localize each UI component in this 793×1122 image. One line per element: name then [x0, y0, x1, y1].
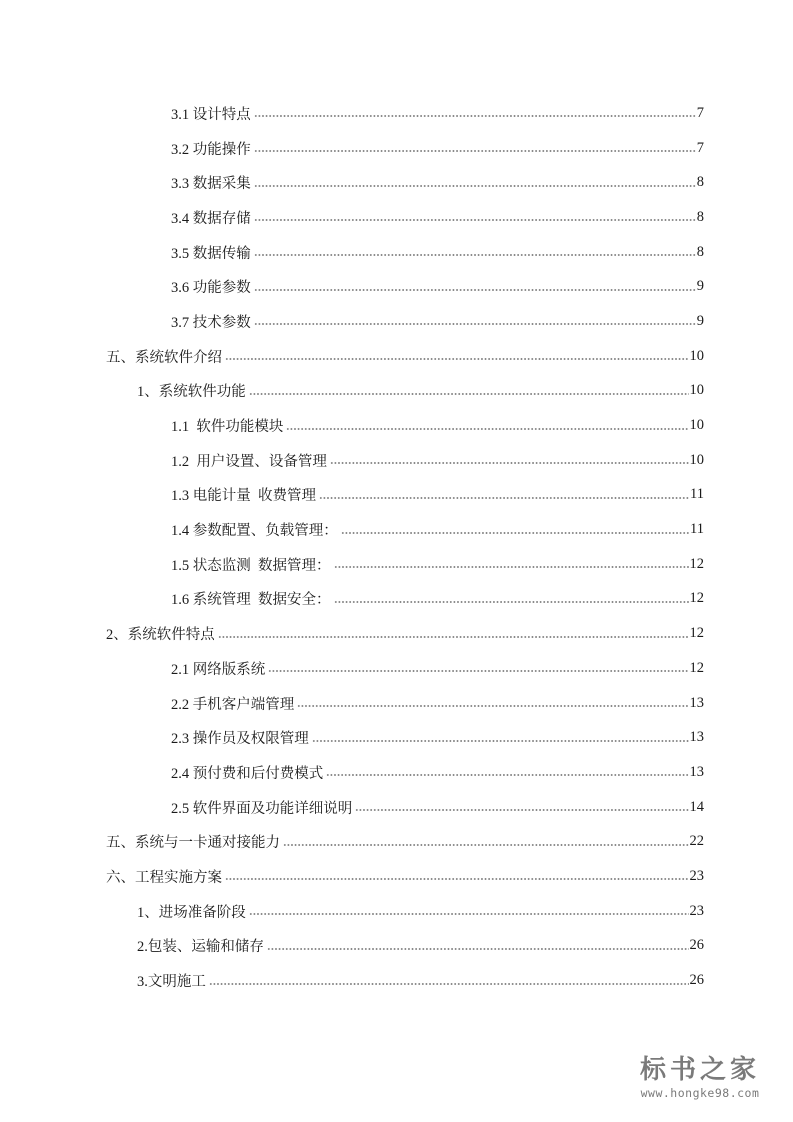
toc-entry-title: 2、系统软件特点: [106, 627, 215, 644]
toc-entry-page-number: 10: [689, 382, 704, 399]
toc-entry-page-number: 23: [689, 902, 704, 919]
toc-entry-title: 2.4 预付费和后付费模式: [171, 765, 324, 782]
toc-entry-page-number: 14: [689, 798, 704, 815]
toc-entry-title: 1、进场准备阶段: [137, 904, 246, 921]
toc-entry-title: 2.2 手机客户端管理: [171, 696, 295, 713]
toc-entry-page-number: 10: [689, 347, 704, 364]
toc-dot-leader: [330, 460, 689, 466]
toc-entry-page-number: 8: [696, 243, 704, 260]
toc-entry[interactable]: [0, 894, 793, 929]
toc-entry-page-number: 9: [696, 312, 704, 329]
toc-entry-title: 3.2 功能操作: [171, 141, 251, 158]
toc-dot-leader: [225, 356, 689, 362]
toc-entry-title: 3.7 技术参数: [171, 314, 251, 331]
toc-entry[interactable]: [0, 790, 793, 825]
toc-dot-leader: [254, 252, 696, 258]
toc-dot-leader: [297, 703, 688, 709]
toc-entry-title: 1.6 系统管理 数据安全：: [171, 592, 331, 609]
toc-dot-leader: [319, 495, 689, 501]
toc-entry[interactable]: [0, 96, 793, 131]
toc-entry[interactable]: [0, 755, 793, 790]
toc-entry-page-number: 10: [689, 451, 704, 468]
toc-dot-leader: [334, 564, 689, 570]
toc-entry-page-number: 26: [689, 937, 704, 954]
toc-entry-title: 六、工程实施方案: [106, 869, 222, 886]
toc-dot-leader: [268, 668, 688, 674]
toc-entry[interactable]: [0, 304, 793, 339]
toc-dot-leader: [254, 183, 696, 189]
toc-entry-title: 3.5 数据传输: [171, 245, 251, 262]
toc-entry-page-number: 12: [689, 555, 704, 572]
toc-entry-title: 3.文明施工: [137, 974, 206, 991]
toc-entry[interactable]: [0, 651, 793, 686]
toc-entry-page-number: 10: [689, 417, 704, 434]
toc-entry-page-number: 22: [689, 833, 704, 850]
toc-entry-page-number: 12: [689, 590, 704, 607]
toc-dot-leader: [254, 321, 696, 327]
toc-entry-title: 3.4 数据存储: [171, 210, 251, 227]
toc-entry-page-number: 7: [696, 139, 704, 156]
toc-entry[interactable]: [0, 200, 793, 235]
toc-entry-title: 3.6 功能参数: [171, 280, 251, 297]
toc-entry-title: 1.5 状态监测 数据管理：: [171, 557, 331, 574]
toc-entry-page-number: 12: [689, 659, 704, 676]
toc-entry[interactable]: [0, 859, 793, 894]
toc-dot-leader: [283, 842, 689, 848]
toc-entry-title: 1.4 参数配置、负载管理：: [171, 523, 338, 540]
toc-entry[interactable]: [0, 547, 793, 582]
toc-entry[interactable]: [0, 478, 793, 513]
toc-entry-title: 2.3 操作员及权限管理: [171, 731, 309, 748]
toc-entry[interactable]: [0, 269, 793, 304]
toc-entry-page-number: 11: [690, 486, 704, 503]
toc-entry-page-number: 8: [696, 174, 704, 191]
toc-entry[interactable]: [0, 616, 793, 651]
toc-entry-title: 1.2 用户设置、设备管理: [171, 453, 327, 470]
toc-dot-leader: [254, 287, 696, 293]
toc-entry-page-number: 12: [689, 625, 704, 642]
toc-entry-page-number: 7: [696, 104, 704, 121]
table-of-contents: [0, 96, 793, 998]
watermark: [625, 1054, 775, 1100]
toc-entry-page-number: 8: [696, 208, 704, 225]
toc-entry-page-number: 13: [689, 694, 704, 711]
toc-dot-leader: [249, 911, 689, 917]
toc-entry-title: 3.1 设计特点: [171, 106, 251, 123]
watermark-logo: 标书之家: [639, 1055, 760, 1085]
toc-entry-title: 1.3 电能计量 收费管理: [171, 488, 316, 505]
toc-entry-page-number: 13: [689, 729, 704, 746]
toc-entry[interactable]: [0, 929, 793, 964]
watermark-url: www.hongke98.com: [640, 1086, 760, 1100]
toc-entry[interactable]: [0, 165, 793, 200]
toc-entry-page-number: 11: [690, 521, 704, 538]
toc-entry[interactable]: [0, 374, 793, 409]
toc-entry[interactable]: [0, 131, 793, 166]
toc-entry-title: 1、系统软件功能: [137, 384, 246, 401]
toc-entry-title: 2.包装、运输和储存: [137, 939, 264, 956]
toc-dot-leader: [249, 391, 689, 397]
toc-entry-page-number: 26: [689, 972, 704, 989]
toc-entry-page-number: 13: [689, 763, 704, 780]
toc-dot-leader: [254, 113, 696, 119]
toc-entry-title: 五、系统与一卡通对接能力: [106, 835, 280, 852]
toc-dot-leader: [286, 426, 688, 432]
toc-entry[interactable]: [0, 235, 793, 270]
toc-dot-leader: [341, 530, 689, 536]
toc-dot-leader: [312, 738, 689, 744]
toc-entry[interactable]: [0, 720, 793, 755]
toc-dot-leader: [334, 599, 689, 605]
toc-entry-page-number: 9: [696, 278, 704, 295]
toc-dot-leader: [225, 876, 689, 882]
toc-entry-title: 1.1 软件功能模块: [171, 419, 284, 436]
toc-dot-leader: [218, 634, 689, 640]
toc-entry[interactable]: [0, 963, 793, 998]
toc-entry[interactable]: [0, 339, 793, 374]
toc-entry-title: 2.5 软件界面及功能详细说明: [171, 800, 353, 817]
toc-entry-title: 2.1 网络版系统: [171, 661, 266, 678]
toc-dot-leader: [267, 946, 689, 952]
toc-dot-leader: [254, 148, 696, 154]
toc-entry[interactable]: [0, 824, 793, 859]
toc-entry-title: 3.3 数据采集: [171, 176, 251, 193]
toc-entry[interactable]: [0, 408, 793, 443]
toc-entry[interactable]: [0, 443, 793, 478]
toc-dot-leader: [326, 772, 688, 778]
toc-dot-leader: [209, 981, 689, 987]
toc-entry[interactable]: [0, 582, 793, 617]
toc-entry[interactable]: [0, 512, 793, 547]
toc-dot-leader: [355, 807, 688, 813]
toc-entry[interactable]: [0, 686, 793, 721]
toc-entry-title: 五、系统软件介绍: [106, 349, 222, 366]
toc-entry-page-number: 23: [689, 867, 704, 884]
toc-dot-leader: [254, 217, 696, 223]
